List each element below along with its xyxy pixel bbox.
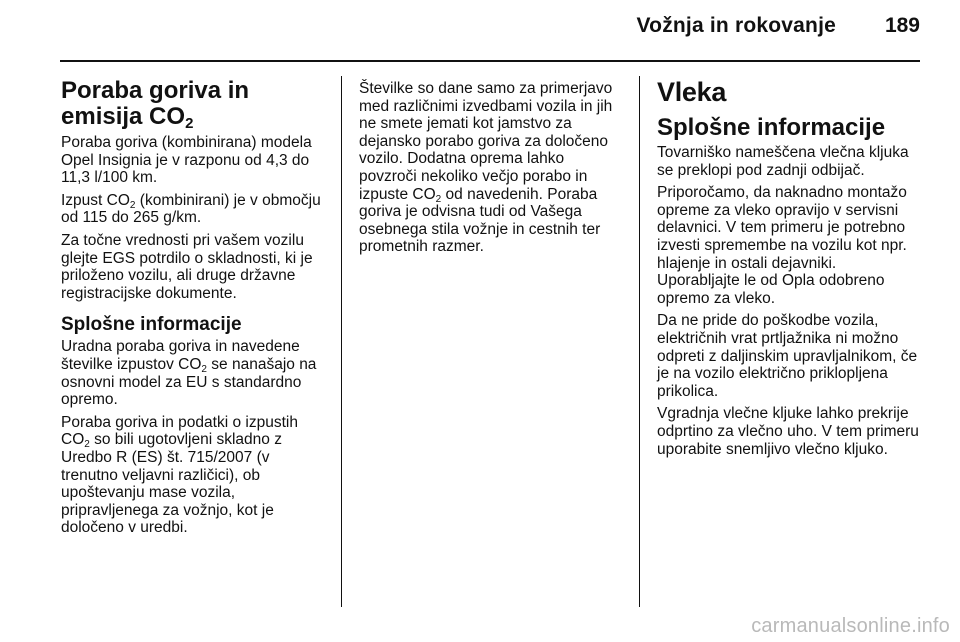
subscript: 2 [201,363,207,375]
section-heading-towing: Vleka [657,77,727,107]
paragraph: Da ne pride do poškodbe vozila, električnih vrat prtljažnika ni možno odpreti z daljinskim upravljalnikom, če je na vozilo električno priklopljena prikolica. [657,312,918,400]
column-divider [639,76,640,607]
header-rule [60,60,920,62]
paragraph: Priporočamo, da naknadno montažo opreme za vleko opravijo v servisni delavnici. V tem primeru je potrebno izvesti spremembe na vozilu kot npr. hlajenje in ostali dejavniki. Uporabljajte le od Opla odobreno opremo za vleko. [657,184,907,307]
paragraph [61,192,327,227]
heading-line: emisija CO [61,103,186,130]
column-divider [341,76,342,607]
subsection-heading: Splošne informacije [657,114,886,141]
paragraph [61,414,327,537]
subsection-heading: Splošne informacije [61,314,242,336]
section-heading-fuel-consumption [61,78,327,130]
text-run: Uradna poraba goriva in navedene številke izpustov CO [61,338,300,373]
text-run: Izpust CO [61,191,130,209]
subscript: 2 [435,193,442,205]
paragraph: Za točne vrednosti pri vašem vozilu glejte EGS potrdilo o skladnosti, ki je priloženo vozilu, ali druge državne registracijske dokumente. [61,231,313,302]
subscript: 2 [185,115,194,132]
subscript: 2 [84,439,90,451]
right-column [657,78,923,463]
running-header: Vožnja in rokovanje [636,14,836,37]
page-number: 189 [884,14,920,37]
left-column [61,78,327,542]
middle-column [359,80,625,261]
text-run: so bili ugotovljeni skladno z Uredbo R (ES) št. 715/2007 (v trenutno veljavni različici), ob upoštevanju mase vozila, pripravljenega za vožnjo, kot je določeno v uredbi. [61,431,282,537]
text-run: od navedenih. Poraba goriva je odvisna tudi od Vašega osebnega stila vožnje in cestnih ter prometnih razmer. [359,185,601,256]
text-run: Poraba goriva in podatki o izpustih CO [61,413,298,449]
paragraph: Poraba goriva (kombinirana) modela Opel Insignia je v razponu od 4,3 do 11,3 l/100 km. [61,134,312,187]
paragraph [61,338,327,408]
text-run: se nanašajo na osnovni model za EU s standardno opremo. [61,355,317,409]
paragraph [359,80,625,256]
subscript: 2 [129,199,136,211]
heading-line: Poraba goriva in [61,77,250,104]
text-run: Številke so dane samo za primerjavo med različnimi izvedbami vozila in jih ne smete jemati kot jamstvo za dejansko porabo goriva za določeno vozilo. Dodatna oprema lahko povzroči nekoliko večjo porabo in izpuste CO [359,80,613,203]
paragraph: Tovarniško nameščena vlečna kljuka se preklopi pod zadnji odbijač. [657,144,909,179]
text-run: (kombinirani) je v območju od 115 do 265 g/km. [61,191,321,227]
paragraph: Vgradnja vlečne kljuke lahko prekrije odprtino za vlečno uho. V tem primeru uporabite snemljivo vlečno kljuko. [657,405,919,458]
watermark: carmanualsonline.info [751,615,950,637]
